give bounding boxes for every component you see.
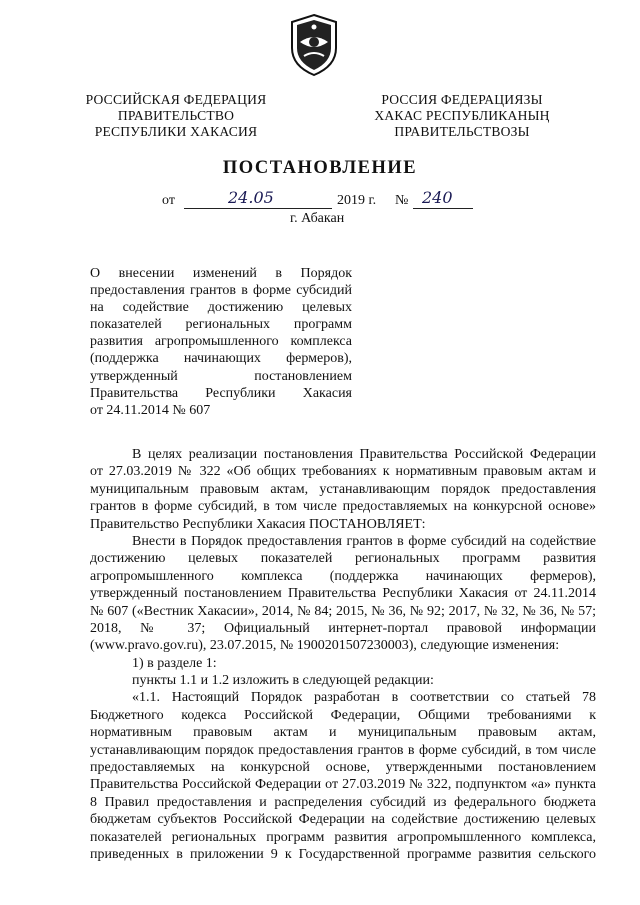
subject-line: показателей региональных программ <box>90 317 352 333</box>
body-line: показателей региональных программ развития агропромышленного комплекса, <box>90 829 596 845</box>
body-line: В целях реализации постановления Правительства Российской Федерации <box>132 447 596 462</box>
city-label: г. Абакан <box>290 211 345 226</box>
body-line: Бюджетного кодекса Российской Федерации, Общими требованиями к <box>90 707 596 723</box>
number-underline <box>413 208 473 209</box>
header-right-line-2: ХАКАС РЕСПУБЛИКАНЫҢ <box>374 108 550 123</box>
body-line: Внести в Порядок предоставления грантов в форме субсидий на содействие <box>132 533 596 549</box>
body-line: 8 Правил предоставления и распределения субсидий из федерального бюджета <box>90 794 596 810</box>
body-line: Правительства Российской Федерации от 27.03.2019 № 322, подпунктом «а» пункта <box>90 777 596 793</box>
body-line: агропромышленного комплекса (поддержка начинающих фермеров), <box>90 568 596 584</box>
body-line: достижению целевых показателей региональных программ развития <box>90 551 596 567</box>
body-line: от 27.03.2019 № 322 «Об общих требованиях к нормативным правовым актам и <box>90 464 596 480</box>
header-right <box>362 92 562 140</box>
body-line: устанавливающим порядок предоставления грантов в форме субсидий, в том числе <box>90 742 596 758</box>
body-line: нормативным правовым актам и муниципальным правовым актам, <box>90 725 596 741</box>
body-line: предоставляемых на конкурсной основе, утвержденными постановлением <box>90 760 596 776</box>
header-left-line-2: ПРАВИТЕЛЬСТВО <box>117 108 235 123</box>
handwritten-date: 24.05 <box>228 188 274 207</box>
date-year: 2019 г. <box>337 193 377 208</box>
body-line: № 607 («Вестник Хакасии», 2014, № 84; 2015, № 36, № 92; 2017, № 32, № 36, № 57; <box>90 603 596 619</box>
number-sign: № <box>395 193 409 208</box>
header-left-line-3: РЕСПУБЛИКИ ХАКАСИЯ <box>94 124 258 139</box>
body-line: «1.1. Настоящий Порядок разработан в соответствии со статьей 78 <box>132 690 596 706</box>
date-from-label: от <box>162 193 175 208</box>
document-body <box>90 446 596 863</box>
subject-line: утвержденный постановлением <box>90 368 352 384</box>
body-line: бюджетам субъектов Российской Федерации на содействие достижению целевых <box>90 812 596 828</box>
subject-block <box>90 265 352 419</box>
subject-line: от 24.11.2014 № 607 <box>90 402 211 418</box>
subject-line: на содействие достижению целевых <box>90 300 352 316</box>
body-line: утвержденный постановлением Правительства Республики Хакасия от 24.11.2014 <box>90 586 596 602</box>
header-right-line-1: РОССИЯ ФЕДЕРАЦИЯЗЫ <box>381 92 543 107</box>
body-line: пункты 1.1 и 1.2 изложить в следующей редакции: <box>132 673 434 689</box>
header-right-line-3: ПРАВИТЕЛЬСТВОЗЫ <box>394 124 530 139</box>
body-line: приведенных в приложении 9 к Государственной программе развития сельского <box>90 846 596 862</box>
subject-line: О внесении изменений в Порядок <box>90 266 352 281</box>
date-underline <box>184 208 332 209</box>
body-line: 2018, № 37; Официальный интернет-портал правовой информации <box>90 620 596 636</box>
subject-line: Правительства Республики Хакасия <box>90 385 352 401</box>
coat-of-arms-emblem <box>286 12 342 78</box>
handwritten-number: 240 <box>422 188 453 207</box>
document-title: ПОСТАНОВЛЕНИЕ <box>222 158 418 178</box>
header-left-line-1: РОССИЙСКАЯ ФЕДЕРАЦИЯ <box>85 92 267 107</box>
body-line: (www.pravo.gov.ru), 23.07.2015, № 1900201507230003), следующие изменения: <box>90 638 560 654</box>
subject-line: (поддержка начинающих фермеров), <box>90 351 352 367</box>
header-left <box>76 92 276 140</box>
body-line: Правительство Республики Хакасия ПОСТАНОВЛЯЕТ: <box>90 516 426 532</box>
subject-line: предоставления грантов в форме субсидий <box>90 283 352 299</box>
subject-line: развития агропромышленного комплекса <box>90 334 352 350</box>
body-line: 1) в разделе 1: <box>132 655 217 671</box>
body-line: муниципальным правовым актам, устанавливающим порядок предоставления <box>90 481 596 497</box>
body-line: грантов в форме субсидий, в том числе предоставляемых на конкурсной основе» <box>90 499 596 515</box>
